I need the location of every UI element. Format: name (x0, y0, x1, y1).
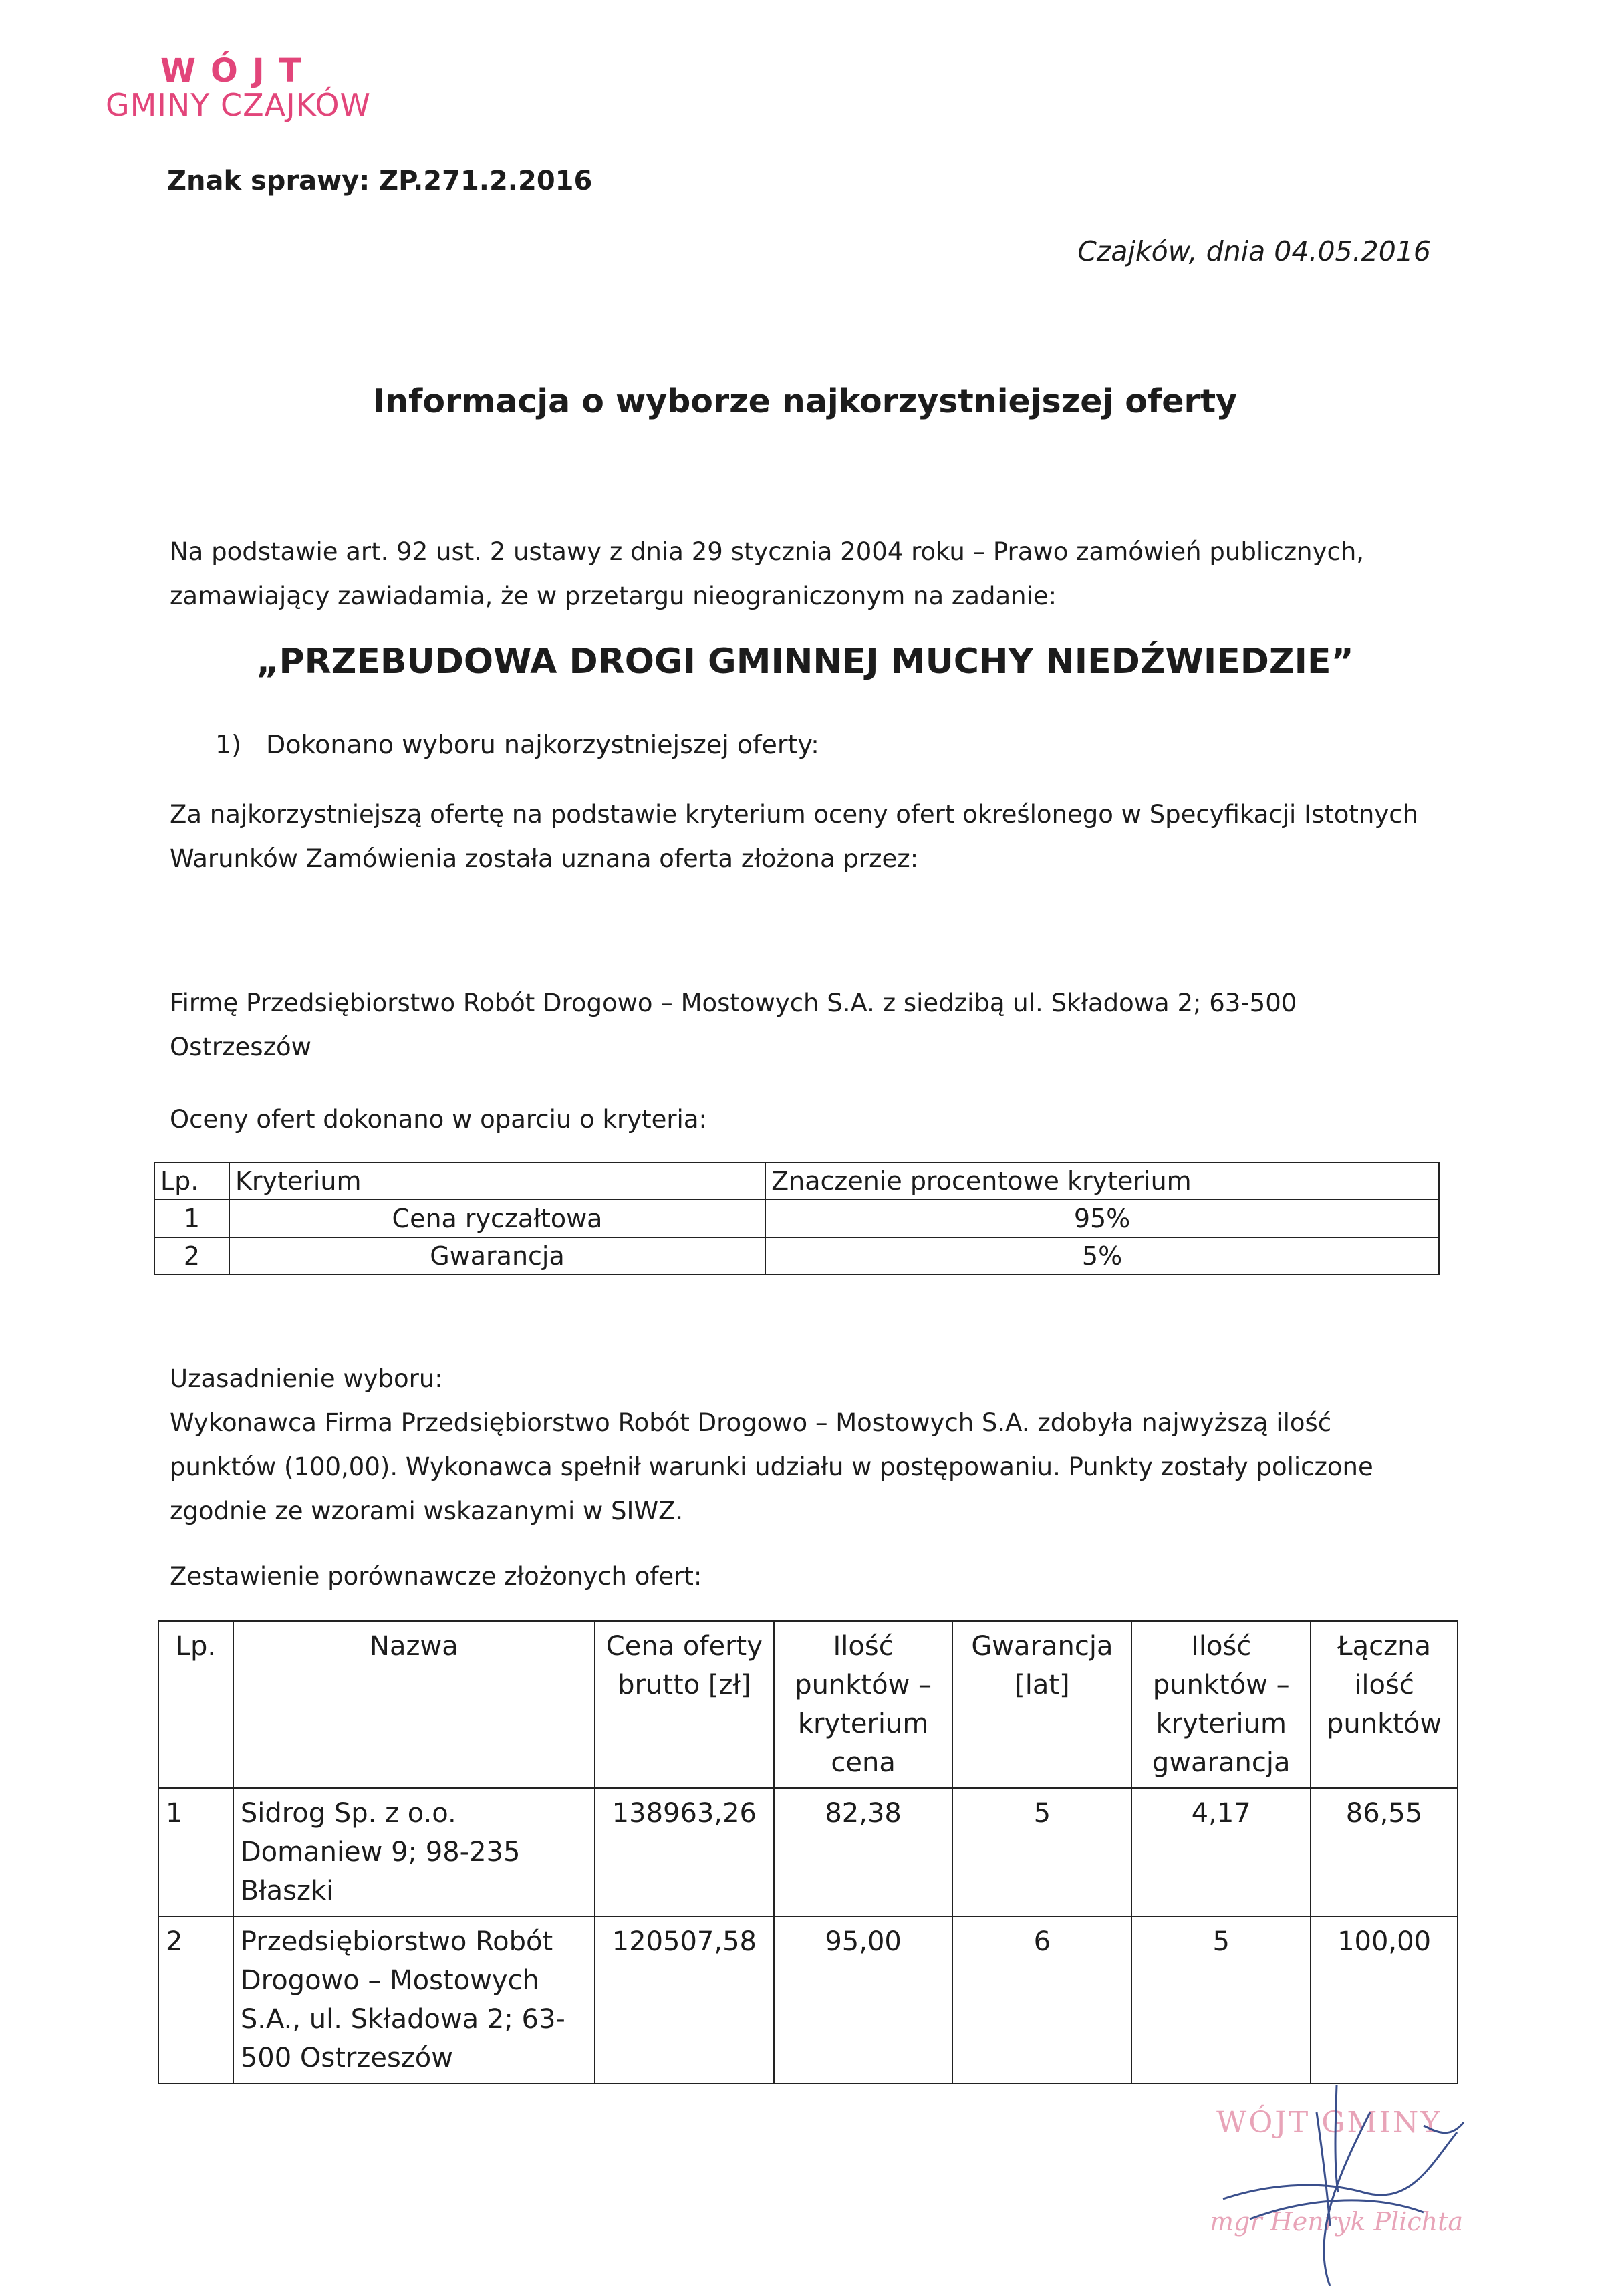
header-lp: Lp. (158, 1621, 233, 1788)
cell-price: 120507,58 (595, 1916, 774, 2083)
cell-price-points: 95,00 (774, 1916, 953, 2083)
offers-table (158, 1620, 1458, 2084)
cell-lp: 1 (154, 1200, 229, 1237)
table-header-row (158, 1621, 1458, 1788)
signature-block (1210, 2085, 1490, 2286)
cell-name: Przedsiębiorstwo Robót Drogowo – Mostowych S.A., ul. Składowa 2; 63-500 Ostrzeszów (233, 1916, 595, 2083)
header-price-points: Ilość punktów – kryterium cena (774, 1621, 953, 1788)
header-price: Cena oferty brutto [zł] (595, 1621, 774, 1788)
header-criterion: Kryterium (229, 1162, 765, 1200)
table-row (154, 1237, 1439, 1275)
criteria-intro: Oceny ofert dokonano w oparciu o kryteria: (170, 1105, 707, 1134)
header-warranty: Gwarancja [lat] (952, 1621, 1131, 1788)
table-row (154, 1200, 1439, 1237)
cell-price-points: 82,38 (774, 1788, 953, 1916)
intro-line-1: Na podstawie art. 92 ust. 2 ustawy z dnia 29 stycznia 2004 roku – Prawo zamówień publicznych, (170, 537, 1365, 566)
intro-paragraph (170, 530, 1440, 618)
comparison-intro: Zestawienie porównawcze złożonych ofert: (170, 1562, 702, 1591)
handwritten-signature (1210, 2085, 1490, 2286)
firm-line-1: Firmę Przedsiębiorstwo Robót Drogowo – Mostowych S.A. z siedzibą ul. Składowa 2; 63-500 (170, 989, 1297, 1017)
intro-line-2: zamawiający zawiadamia, że w przetargu nieograniczonym na zadanie: (170, 582, 1057, 610)
cell-name: Sidrog Sp. z o.o. Domaniew 9; 98-235 Błaszki (233, 1788, 595, 1916)
document-title: Informacja o wyborze najkorzystniejszej oferty (372, 382, 1238, 420)
header-weight: Znaczenie procentowe kryterium (765, 1162, 1439, 1200)
header-name: Nazwa (233, 1621, 595, 1788)
signature-stamp-name: mgr Henryk Plichta (1210, 2207, 1463, 2237)
stamp-title: WÓJT (160, 52, 316, 90)
cell-weight: 5% (765, 1237, 1439, 1275)
case-reference: Znak sprawy: ZP.271.2.2016 (167, 166, 593, 197)
cell-warranty: 6 (952, 1916, 1131, 2083)
winner-paragraph (170, 793, 1440, 881)
justification-line-3: zgodnie ze wzorami wskazanymi w SIWZ. (170, 1497, 684, 1525)
stamp-subtitle: GMINY CZAJKÓW (106, 87, 372, 123)
table-header-row (154, 1162, 1439, 1200)
cell-price: 138963,26 (595, 1788, 774, 1916)
firm-paragraph (170, 981, 1440, 1069)
criteria-table (154, 1162, 1440, 1275)
firm-line-2: Ostrzeszów (170, 1033, 311, 1061)
cell-weight: 95% (765, 1200, 1439, 1237)
header-total-points: Łączna ilość punktów (1311, 1621, 1458, 1788)
cell-criterion: Cena ryczałtowa (229, 1200, 765, 1237)
justification (170, 1357, 1440, 1533)
table-row (158, 1916, 1458, 2083)
list-item (215, 730, 819, 759)
cell-warranty-points: 5 (1131, 1916, 1311, 2083)
signature-stamp-title: WÓJT GMINY (1216, 2106, 1442, 2140)
cell-lp: 2 (158, 1916, 233, 2083)
cell-total-points: 100,00 (1311, 1916, 1458, 2083)
justification-heading: Uzasadnienie wyboru: (170, 1364, 443, 1393)
cell-lp: 2 (154, 1237, 229, 1275)
justification-line-2: punktów (100,00). Wykonawca spełnił warunki udziału w postępowaniu. Punkty zostały policzone (170, 1452, 1373, 1481)
table-row (158, 1788, 1458, 1916)
list-item-number: 1) (215, 730, 242, 759)
winner-line-2: Warunków Zamówienia została uznana oferta złożona przez: (170, 844, 919, 873)
cell-warranty: 5 (952, 1788, 1131, 1916)
header-warranty-points: Ilość punktów – kryterium gwarancja (1131, 1621, 1311, 1788)
header-lp: Lp. (154, 1162, 229, 1200)
justification-line-1: Wykonawca Firma Przedsiębiorstwo Robót Drogowo – Mostowych S.A. zdobyła najwyższą ilość (170, 1408, 1332, 1437)
mayor-stamp (106, 52, 371, 123)
task-title: „PRZEBUDOWA DROGI GMINNEJ MUCHY NIEDŹWIEDZIE” (256, 642, 1354, 682)
winner-line-1: Za najkorzystniejszą ofertę na podstawie kryterium oceny ofert określonego w Specyfikacji Istotnych (170, 800, 1419, 829)
cell-total-points: 86,55 (1311, 1788, 1458, 1916)
cell-lp: 1 (158, 1788, 233, 1916)
cell-criterion: Gwarancja (229, 1237, 765, 1275)
list-item-text: Dokonano wyboru najkorzystniejszej oferty: (266, 730, 819, 759)
place-date: Czajków, dnia 04.05.2016 (1077, 235, 1431, 267)
cell-warranty-points: 4,17 (1131, 1788, 1311, 1916)
